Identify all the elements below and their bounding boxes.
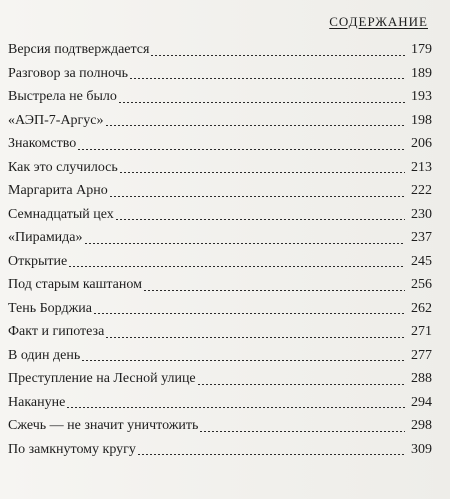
dot-leader [130, 78, 405, 79]
toc-entry-page: 193 [411, 89, 432, 104]
toc-entry-page: 294 [411, 394, 432, 410]
dot-leader [144, 290, 405, 291]
toc-entry [8, 414, 432, 438]
dot-leader [106, 125, 405, 126]
toc-entry-page: 179 [411, 42, 432, 57]
toc-entry [8, 85, 432, 109]
toc-entry-page: 237 [411, 230, 432, 245]
toc-entry [8, 438, 432, 462]
toc-entry-title: Под старым каштаном [8, 277, 142, 292]
toc-entry-title: Преступление на Лесной улице [8, 371, 196, 386]
toc-entry [8, 391, 432, 415]
toc-entry-title: Открытие [8, 253, 68, 269]
toc-entry [8, 297, 432, 321]
toc-entry-title: В один день [8, 347, 81, 363]
toc-entry-page: 213 [411, 159, 432, 175]
dot-leader [78, 149, 405, 150]
toc-entry-page: 298 [411, 418, 432, 433]
toc-entry-page: 198 [411, 112, 432, 128]
dot-leader [198, 384, 405, 385]
dot-leader [67, 407, 405, 408]
toc-entry [8, 273, 432, 297]
toc-entry-page: 245 [411, 253, 432, 269]
toc-entry [8, 62, 432, 86]
toc-entry-title: Маргарита Арно [8, 183, 108, 198]
toc-entry [8, 132, 432, 156]
dot-leader [106, 337, 405, 338]
dot-leader [151, 55, 405, 56]
dot-leader [110, 196, 405, 197]
toc-entry-page: 309 [411, 441, 432, 457]
dot-leader [94, 313, 405, 314]
toc-entry-page: 277 [411, 347, 432, 363]
toc-entry-title: «АЭП-7-Аргус» [8, 112, 104, 128]
toc-entry-title: По замкнутому кругу [8, 441, 136, 457]
dot-leader [119, 102, 405, 103]
toc-entry-page: 262 [411, 300, 432, 316]
toc-entry-title: Факт и гипотеза [8, 324, 105, 339]
toc-entry-page: 222 [411, 183, 432, 198]
toc-entry [8, 156, 432, 180]
dot-leader [69, 266, 405, 267]
toc-entry [8, 203, 432, 227]
toc-entry [8, 250, 432, 274]
dot-leader [85, 243, 405, 244]
toc-entry-title: Семнадцатый цех [8, 206, 114, 222]
toc-entry [8, 179, 432, 203]
dot-leader [120, 172, 405, 173]
toc-entry-page: 271 [411, 324, 432, 339]
toc-entry [8, 344, 432, 368]
toc-entry-title: Тень Борджиа [8, 300, 92, 316]
toc-entry-page: 189 [411, 65, 432, 81]
toc-entry-page: 206 [411, 136, 432, 151]
toc-entry [8, 38, 432, 62]
toc-entry-title: Сжечь — не значит уничтожить [8, 418, 199, 433]
toc-entry-title: Знакомство [8, 136, 77, 151]
toc-entry [8, 367, 432, 391]
dot-leader [82, 360, 405, 361]
dot-leader [138, 454, 405, 455]
toc-entry-page: 288 [411, 371, 432, 386]
toc-entry-title: Разговор за полночь [8, 65, 129, 81]
toc-entry-title: Выстрела не было [8, 89, 117, 104]
toc-entry [8, 109, 432, 133]
toc-entry-title: Версия подтверждается [8, 42, 150, 57]
table-of-contents [8, 38, 432, 461]
toc-entry-title: «Пирамида» [8, 230, 83, 245]
toc-entry-page: 230 [411, 206, 432, 222]
toc-entry-title: Накануне [8, 394, 66, 410]
toc-entry-page: 256 [411, 277, 432, 292]
toc-entry-title: Как это случилось [8, 159, 118, 175]
dot-leader [200, 431, 405, 432]
toc-entry [8, 226, 432, 250]
toc-entry [8, 320, 432, 344]
page-header-title: СОДЕРЖАНИЕ [329, 14, 428, 29]
dot-leader [116, 219, 405, 220]
